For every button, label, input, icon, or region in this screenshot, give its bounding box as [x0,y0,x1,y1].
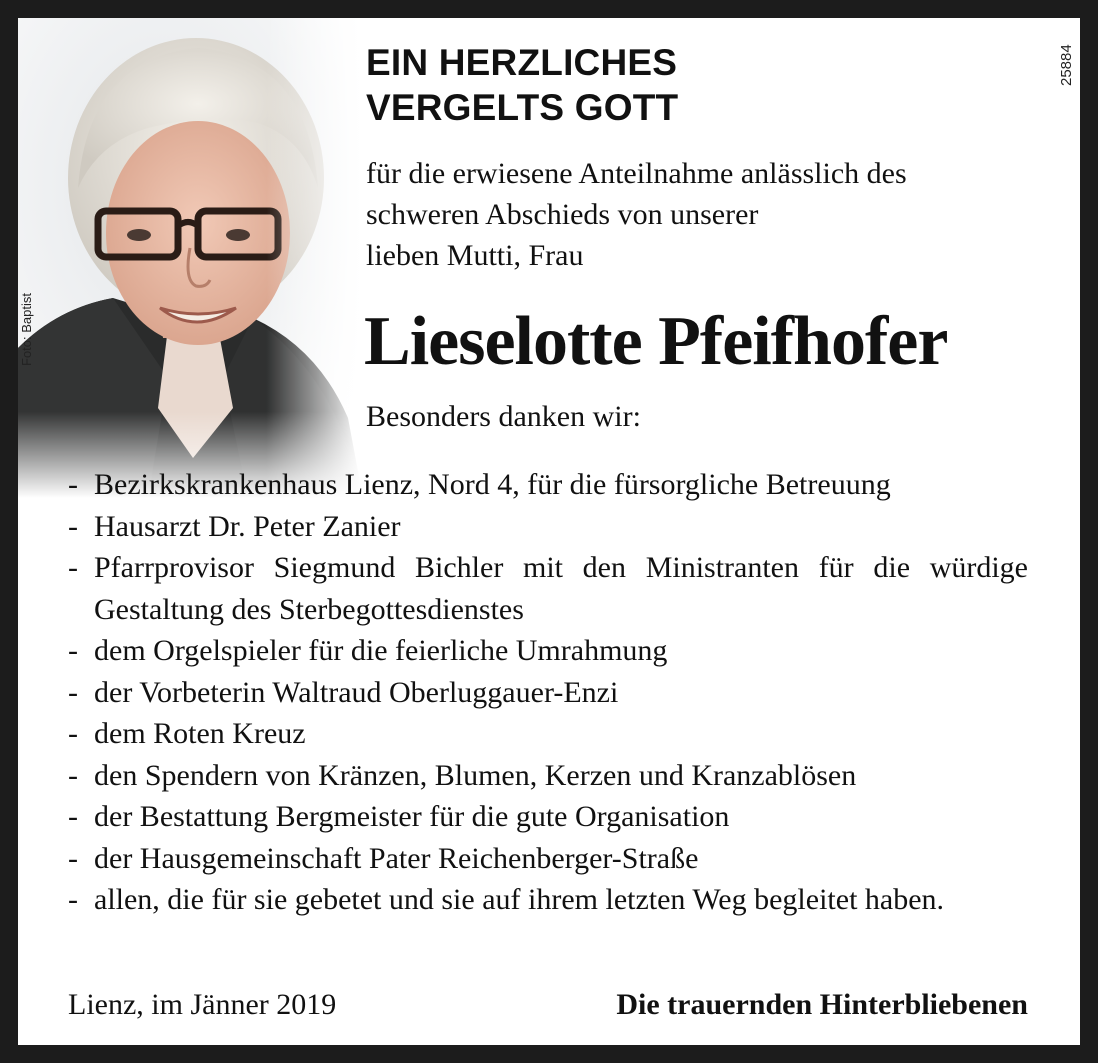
headline [366,40,678,130]
list-item-text: der Hausgemeinschaft Pater Reichenberger-Straße [94,841,699,875]
list-item-text: Hausarzt Dr. Peter Zanier [94,509,401,543]
reference-number: 25884 [1058,44,1075,86]
list-item [68,630,1028,672]
list-item [68,547,1028,630]
photo-credit: Foto: Baptist [19,293,34,366]
list-item [68,838,1028,880]
portrait-photo [18,18,363,498]
list-item-text: den Spendern von Kränzen, Blumen, Kerzen und Kranzablösen [94,758,857,792]
list-item-text: der Vorbeterin Waltraud Oberluggauer-Enzi [94,675,619,709]
list-item-text: dem Orgelspieler für die feierliche Umrahmung [94,634,668,667]
list-item [68,506,1028,548]
obituary-card [18,18,1080,1045]
list-dash: - [68,883,78,916]
list-dash: - [68,675,78,709]
list-item [68,464,1028,506]
headline-line: EIN HERZLICHES [366,42,678,83]
list-dash: - [68,551,78,584]
intro-text [366,153,907,276]
list-item [68,713,1028,755]
list-item-text: Pfarrprovisor Siegmund Bichler mit den Ministranten für die würdige Gestaltung des Sterbegottesdienstes [94,551,1028,626]
list-dash: - [68,717,78,750]
list-dash: - [68,758,78,792]
list-item [68,672,1028,714]
list-dash: - [68,800,78,833]
list-item [68,755,1028,797]
list-item [68,796,1028,838]
place-date: Lienz, im Jänner 2019 [68,988,337,1021]
deceased-name: Lieselotte Pfeifhofer [364,303,948,380]
list-item-text: Bezirkskrankenhaus Lienz, Nord 4, für die fürsorgliche Betreuung [94,468,891,501]
list-dash: - [68,509,78,543]
list-item-text: allen, die für sie gebetet und sie auf ihrem letzten Weg begleitet haben. [94,883,945,916]
intro-line: für die erwiesene Anteilnahme anlässlich des [366,157,907,190]
intro-line: schweren Abschieds von unserer [366,198,759,231]
list-item [68,879,1028,921]
intro-line: lieben Mutti, Frau [366,239,584,272]
list-item-text: der Bestattung Bergmeister für die gute Organisation [94,800,730,833]
list-dash: - [68,841,78,875]
signature: Die trauernden Hinterbliebenen [616,988,1028,1021]
list-dash: - [68,634,78,667]
headline-line: VERGELTS GOTT [366,87,679,128]
thanks-intro: Besonders danken wir: [366,400,641,433]
list-dash: - [68,468,78,501]
thanks-list [68,464,1028,921]
list-item-text: dem Roten Kreuz [94,717,306,750]
